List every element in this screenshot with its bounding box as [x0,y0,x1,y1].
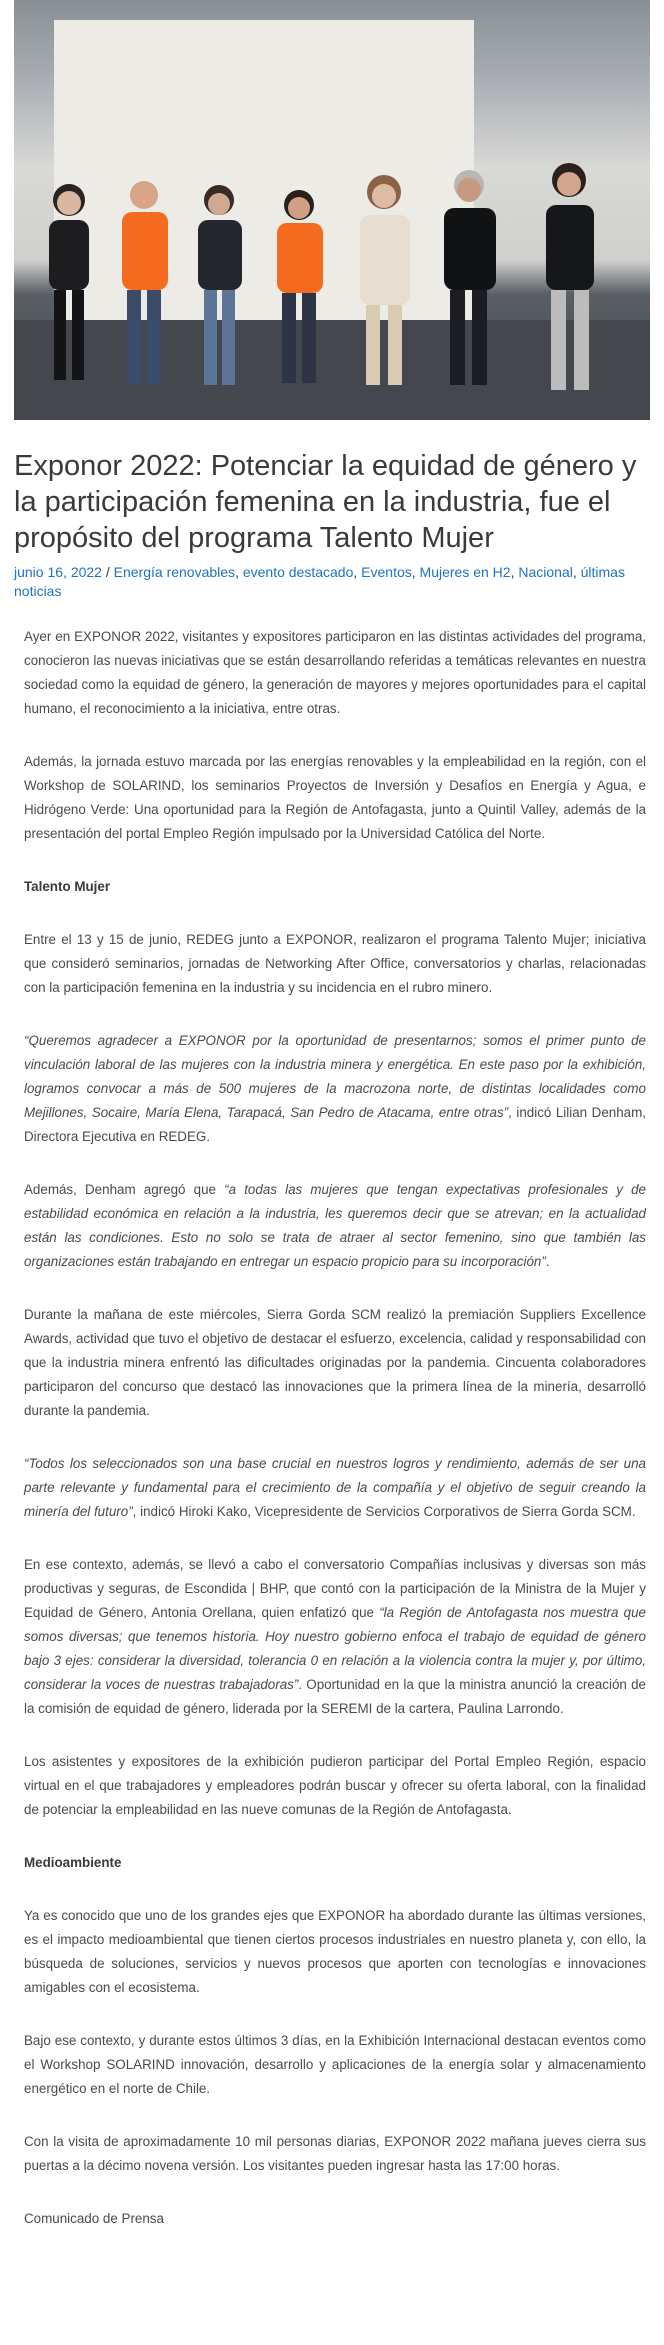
press-release-signature: Comunicado de Prensa [24,2211,164,2226]
quote-denham-attribution: , indicó Lilian Denham, Directora Ejecutiva en REDEG. [24,1105,646,1144]
article-title: Exponor 2022: Potenciar la equidad de género y la participación femenina en la industria, fue el propósito del programa Talento Mujer [14,450,637,554]
paragraph-cierre: Con la visita de aproximadamente 10 mil personas diarias, EXPONOR 2022 mañana jueves cierra sus puertas a la décimo novena versión. Los visitantes pueden ingresar hasta las 17:00 horas. [24,2134,646,2173]
paragraph-empleo-region: Los asistentes y expositores de la exhibición pudieron participar del Portal Empleo Región, espacio virtual en el que trabajadores y empleadores podrán buscar y ofrecer su oferta laboral, con la finalidad de potenciar la empleabilidad en las nueve comunas de la Región de Antofagasta. [24,1754,646,1817]
category-link-nacional[interactable]: Nacional [518,564,573,580]
paragraph-intro: Ayer en EXPONOR 2022, visitantes y expositores participaron en las distintas actividades del programa, conocieron las nuevas iniciativas que se están desarrollando referidas a temáticas relevantes en nuestra sociedad como la equidad de género, la generación de mayores y mejores oportunidades para el capital humano, el reconocimiento a la iniciativa, entre otras. [24,629,646,716]
paragraph-sierra-gorda: Durante la mañana de este miércoles, Sierra Gorda SCM realizó la premiación Suppliers Excellence Awards, actividad que tuvo el objetivo de destacar el esfuerzo, excelencia, calidad y responsabilidad con que la industria minera enfrentó las dificultades originadas por la pandemia. Cincuenta colaboradores participaron del concurso que destacó las innovaciones que la primera línea de la minería, desarrolló durante la pandemia. [24,1307,646,1418]
category-link-ultimas-noticias[interactable]: últimas noticias [14,564,625,599]
post-meta: junio 16, 2022 / Energía renovables, evento destacado, Eventos, Mujeres en H2, Nacional, últimas noticias [14,564,625,599]
quote-lilian-denham [24,1029,646,1149]
article-body [24,625,646,2260]
paragraph-conversatorio [24,1553,646,1721]
category-link-evento-destacado[interactable]: evento destacado [242,564,354,580]
category-link-mujeres-en-h2[interactable]: Mujeres en H2 [419,564,511,580]
quote-tail: . [545,1254,550,1269]
post-date-link[interactable]: junio 16, 2022 [14,564,102,580]
quote-kako-attribution: , indicó Hiroki Kako, Vicepresidente de Servicios Corporativos de Sierra Gorda SCM. [132,1504,636,1519]
category-link-eventos[interactable]: Eventos [361,564,412,580]
quote-lead: Además, Denham agregó que [24,1182,225,1197]
paragraph-medioambiente: Ya es conocido que uno de los grandes ejes que EXPONOR ha abordado durante las últimas versiones, es el impacto medioambiental que tienen ciertos procesos industriales en nuestro planeta y, con ello, la búsqueda de soluciones, servicios y nuevos procesos que aporten con tecnologías e innovaciones amigables con el ecosistema. [24,1908,646,1995]
conversatorio-tail: . Oportunidad en la que la ministra anunció la creación de la comisión de equidad de género, liderada por la SEREMI de la cartera, Paulina Larrondo. [24,1677,646,1716]
quote-atrevan-text: “a todas las mujeres que tengan expectativas profesionales y de estabilidad económica en relación a la industria, les queremos decir que se atrevan; en la actualidad están las condiciones. Esto no solo se trata de atraer al sector femenino, sino que también las organizaciones están trabajando en entregar un espacio propicio para su incorporación” [24,1182,646,1269]
category-link-energia-renovables[interactable]: Energía renovables [113,564,236,580]
quote-denham-agrego [24,1178,646,1274]
group-photo-illustration [14,0,650,420]
section-heading-talento-mujer: Talento Mujer [24,879,111,894]
paragraph-solarind: Bajo ese contexto, y durante estos últimos 3 días, en la Exhibición Internacional destacan eventos como el Workshop SOLARIND innovación, desarrollo y aplicaciones de la energía solar y almacenamiento energético en el norte de Chile. [24,2033,646,2096]
quote-ministra-text: “la Región de Antofagasta nos muestra que somos diversas; que tenemos historia. Hoy nuestro gobierno enfoca el trabajo de equidad de género bajo 3 ejes: considerar la diversidad, tolerancia 0 en relación a la violencia contra la mujer y, por último, considerar la voces de nuestras trabajadoras” [24,1605,647,1692]
section-heading-medioambiente: Medioambiente [24,1855,122,1870]
paragraph-talento-mujer: Entre el 13 y 15 de junio, REDEG junto a EXPONOR, realizaron el programa Talento Mujer; iniciativa que consideró seminarios, jornadas de Networking After Office, conversatorios y charlas, relacionadas con la participación femenina en la industria y su incidencia en el rubro minero. [24,932,646,995]
quote-kako-text: “Todos los seleccionados son una base crucial en nuestros logros y rendimiento, además de ser una parte relevante y fundamental para el crecimiento de la compañía y el objetivo de seguir creando la minería del futuro” [24,1456,646,1519]
quote-hiroki-kako [24,1452,646,1524]
projection-screen [54,20,474,320]
paragraph-energias: Además, la jornada estuvo marcada por las energías renovables y la empleabilidad en la región, con el Workshop de SOLARIND, los seminarios Proyectos de Inversión y Desafíos en Energía y Agua, e Hidrógeno Verde: Una oportunidad para la Región de Antofagasta, junto a Quintil Valley, además de la presentación del portal Empleo Región impulsado por la Universidad Católica del Norte. [24,754,646,841]
conversatorio-lead: En ese contexto, además, se llevó a cabo el conversatorio Compañías inclusivas y diversas son más productivas y seguras, de Escondida | BHP, que contó con la participación de la Ministra de la Mujer y Equidad de Género, Antonia Orellana, quien enfatizó que [24,1557,646,1620]
meta-separator: / [101,564,114,580]
quote-denham-text: “Queremos agradecer a EXPONOR por la oportunidad de presentarnos; somos el primer punto de vinculación laboral de las mujeres con la industria minera y energética. En este paso por la exhibición, logramos convocar a más de 500 mujeres de la macrozona norte, de distintas localidades como Mejillones, Socaire, María Elena, Tarapacá, San Pedro de Atacama, entre otras” [24,1033,646,1120]
featured-image [14,0,650,420]
